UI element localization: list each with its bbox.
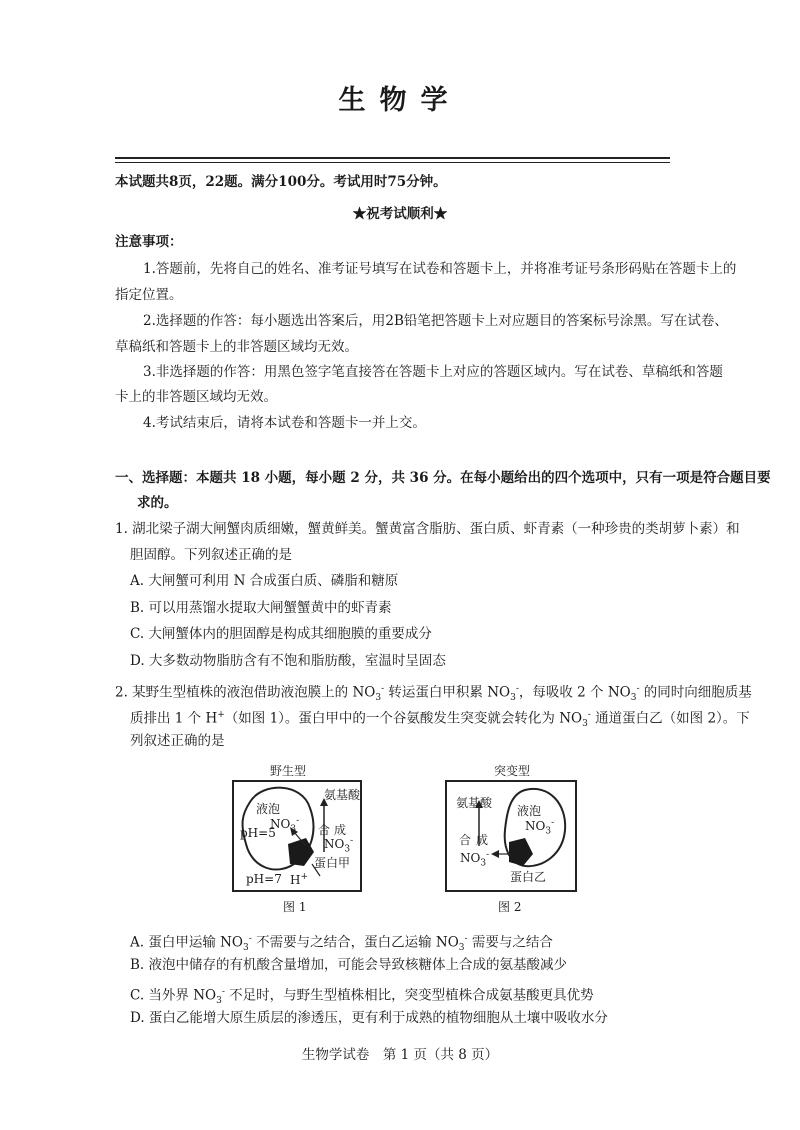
q2-option-d: D. 蛋白乙能增大原生质层的渗透压，更有利于成熟的植物细胞从土壤中吸收水分	[130, 1010, 608, 1026]
fig1-ph-inside: pH=5	[240, 826, 276, 840]
fig1-synth-b: 成	[334, 823, 347, 837]
note-4-line-1: 4.考试结束后，请将本试卷和答题卡一并上交。	[143, 415, 426, 431]
fig2-protein-yi	[509, 838, 533, 866]
fig2-caption: 图 2	[498, 900, 522, 914]
fig2-no3-inner: $NO_3^-$	[525, 818, 555, 837]
note-2-line-2: 草稿纸和答题卡上的非答题区域均无效。	[115, 339, 358, 355]
q1-stem-line-1: 1. 湖北梁子湖大闸蟹肉质细嫩，蟹黄鲜美。蟹黄富含脂肪、蛋白质、虾青素（一种珍贵的类胡萝卜素）和	[115, 521, 740, 537]
fig2-no3-out-arrowhead	[491, 850, 499, 858]
note-1-line-1: 1.答题前，先将自己的姓名、准考证号填写在试卷和答题卡上，并将准考证号条形码贴在答题卡上的	[143, 261, 737, 277]
fig2-no3-outer: $NO_3^-$	[460, 850, 490, 869]
fig1-ph-outside: pH=7	[246, 872, 282, 886]
q2-option-b: B. 液泡中储存的有机酸含量增加，可能会导致核糖体上合成的氨基酸减少	[130, 957, 568, 973]
title-rule-thin	[115, 162, 670, 163]
fig2-protein-label: 蛋白乙	[510, 870, 547, 884]
fig1-header: 野生型	[270, 764, 307, 778]
q2-option-c: C. 当外界 $NO_3^-$ 不足时，与野生型植株相比，突变型植株合成氨基酸更具优势	[130, 987, 594, 1007]
fig2-amino-acid: 氨基酸	[456, 796, 493, 810]
note-2-line-1: 2.选择题的作答：每小题选出答案后，用2B铅笔把答题卡上对应题目的答案标号涂黑。写在试卷、	[143, 313, 728, 329]
exam-title: 生物学	[338, 85, 462, 116]
q1-option-c: C. 大闸蟹体内的胆固醇是构成其细胞膜的重要成分	[130, 626, 432, 642]
exam-info: 本试题共8页，22题。满分100分。考试用时75分钟。	[115, 174, 447, 190]
note-3-line-1: 3.非选择题的作答：用黑色签字笔直接答在答题卡上对应的答题区域内。写在试卷、草稿纸和答题	[143, 364, 723, 380]
fig2-header: 突变型	[494, 764, 531, 778]
q1-option-a: A. 大闸蟹可利用 N 合成蛋白质、磷脂和糖原	[130, 573, 399, 589]
q1-stem-line-2: 胆固醇。下列叙述正确的是	[130, 547, 292, 563]
q1-option-b: B. 可以用蒸馏水提取大闸蟹蟹黄中的虾青素	[130, 600, 392, 616]
q2-stem-line-2: 质排出 1 个 H+（如图 1）。蛋白甲中的一个谷氨酸发生突变就会转化为 $NO_3^-$ 通道蛋白乙（如图 2）。下	[130, 710, 750, 730]
q2-stem-line-1: 2. 某野生型植株的液泡借助液泡膜上的 $NO_3^-$ 转运蛋白甲积累 $NO_3^-$，每吸收 2 个 $NO_3^-$ 的同时向细胞质基	[115, 684, 752, 704]
note-3-line-2: 卡上的非答题区域均无效。	[115, 389, 277, 405]
q2-option-a: A. 蛋白甲运输 $NO_3^-$ 不需要与之结合，蛋白乙运输 $NO_3^-$ 需要与之结合	[130, 934, 553, 954]
notes-heading: 注意事项：	[115, 234, 183, 250]
title-rule-thick	[115, 157, 670, 159]
good-luck-line: ★祝考试顺利★	[352, 206, 448, 222]
section-1-line-2: 求的。	[137, 495, 178, 511]
fig2-synth-a: 合	[459, 833, 472, 847]
fig1-amino-acid: 氨基酸	[324, 788, 361, 802]
fig1-synth-a: 合	[318, 823, 331, 837]
q2-stem-line-3: 列叙述正确的是	[130, 733, 225, 749]
page-footer: 生物学试卷 第 1 页（共 8 页）	[301, 1047, 499, 1063]
fig2-vacuole-label: 液泡	[517, 804, 542, 818]
fig2-synth-b: 成	[476, 833, 489, 847]
fig1-no3-inner: $NO_3^-$	[270, 816, 300, 835]
fig1-protein-label: 蛋白甲	[314, 856, 351, 870]
fig1-h-ion: H+	[290, 872, 309, 887]
section-1-line-1: 一、选择题：本题共 18 小题，每小题 2 分，共 36 分。在每小题给出的四个选项中，只有一项是符合题目要	[115, 470, 771, 486]
fig1-caption: 图 1	[283, 900, 307, 914]
fig1-vacuole-label: 液泡	[256, 802, 281, 816]
q1-option-d: D. 大多数动物脂肪含有不饱和脂肪酸，室温时呈固态	[130, 653, 446, 669]
fig1-no3-outer: $NO_3^-$	[324, 836, 354, 855]
note-1-line-2: 指定位置。	[115, 287, 183, 303]
